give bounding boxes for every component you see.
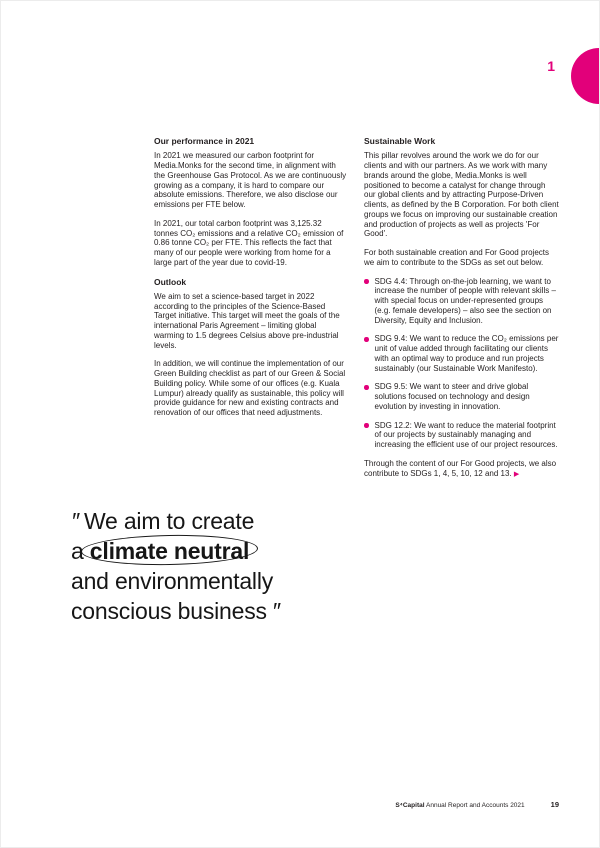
pull-quote: [71, 506, 361, 626]
performance-paragraph-1: In 2021 we measured our carbon footprint for Media.Monks for the second time, in alignment with the Greenhouse Gas Protocol. As we are continuously growing as a company, it is hard to compare our absolute emissions. Therefore, we also disclose our emissions per FTE below.: [154, 151, 347, 210]
sdg-12-2-text: SDG 12.2: We want to reduce the material footprint of our projects by sustainably managing and increasing the efficient use of our project resources.: [374, 420, 558, 450]
quote-line-1: We aim to create: [83, 508, 255, 534]
sdg-4-4-text: SDG 4.4: Through on-the-job learning, we want to increase the number of people with relevant skills – with special focus on under-represented groups (e.g. female developers) – also see the section on Diversity, Equity and Inclusion.: [374, 276, 556, 325]
footer-report-title: [395, 802, 524, 809]
bullet-dot-icon: [364, 423, 369, 428]
outlook-paragraph-2: In addition, we will continue the implementation of our Green Building checklist as part of our Green & Social Building policy. While some of our offices (e.g. Kuala Lumpur) already qualify as sustainable, this policy will provide guidance for new and existing contracts and renovation of our offices that need adjustments.: [154, 359, 346, 418]
section-number: 1: [547, 58, 555, 74]
list-item: [364, 421, 559, 450]
page-number: 19: [550, 800, 559, 809]
bullet-dot-icon: [364, 279, 369, 284]
open-quote-mark-icon: ″: [71, 508, 79, 534]
quote-line-4: conscious business: [71, 598, 267, 624]
footer-brand: S⁴Capital: [395, 802, 425, 809]
sdg-9-4-text: SDG 9.4: We want to reduce the CO₂ emissions per unit of value added through facilitating our clients with an optimal way to produce and run projects sustainably (our Sustainable Work Manifesto).: [374, 334, 559, 373]
forward-arrow-icon: ▶: [513, 470, 520, 478]
list-item: [364, 277, 559, 326]
outlook-paragraph-1: We aim to set a science-based target in 2022 according to the principles of the Science-Based Target initiative. This target will meet the goals of the international Paris Agreement – limiting global warming to 1.5 degrees Celsius above pre-industrial levels.: [154, 291, 340, 350]
quote-highlight-text: climate neutral: [89, 538, 250, 564]
heading-outlook: Outlook: [154, 276, 187, 287]
closing-paragraph: [364, 459, 559, 479]
footer-title-text: Annual Report and Accounts 2021: [426, 802, 525, 809]
list-item: [364, 334, 559, 373]
performance-paragraph-2: In 2021, our total carbon footprint was 3,125.32 tonnes CO₂ emissions and a relative CO₂ emission of 0.86 tonne CO₂ per FTE. This reflects the fact that many of our people were working from home for a large part of the year due to covid-19.: [154, 218, 344, 267]
quote-line-3: and environmentally: [71, 568, 274, 594]
left-column: [154, 136, 347, 427]
sdg-9-5-text: SDG 9.5: We want to steer and drive global solutions focused on technology and design evolution by investing in innovation.: [374, 382, 530, 411]
quote-line-2-prefix: a: [71, 538, 84, 564]
closing-text: Through the content of our For Good projects, we also contribute to SDGs 1, 4, 5, 10, 12 and 13.: [364, 458, 557, 478]
sustainable-work-paragraph-2: For both sustainable creation and For Good projects we aim to contribute to the SDGs as set out below.: [364, 248, 549, 267]
right-column: [364, 136, 559, 488]
heading-our-performance: Our performance in 2021: [154, 136, 255, 146]
climate-neutral-highlight: [90, 538, 249, 564]
list-item: [364, 382, 559, 411]
sdg-list: [364, 277, 559, 450]
sustainable-work-paragraph-1: This pillar revolves around the work we do for our clients and with our partners. As we work with many brands around the globe, Media.Monks is well positioned to become a catalyst for change through our global clients and by attracting Purpose-Driven clients, as defined by the B Corporation. For both client groups we focus on improving our sustainable creation and production of projects as well as projects 'For Good'.: [364, 151, 559, 239]
bullet-dot-icon: [364, 337, 369, 342]
bullet-dot-icon: [364, 385, 369, 390]
page-footer: [395, 800, 559, 809]
section-tab-circle-icon: [571, 48, 600, 104]
close-quote-mark-icon: ″: [271, 598, 280, 624]
heading-sustainable-work: Sustainable Work: [364, 136, 436, 146]
